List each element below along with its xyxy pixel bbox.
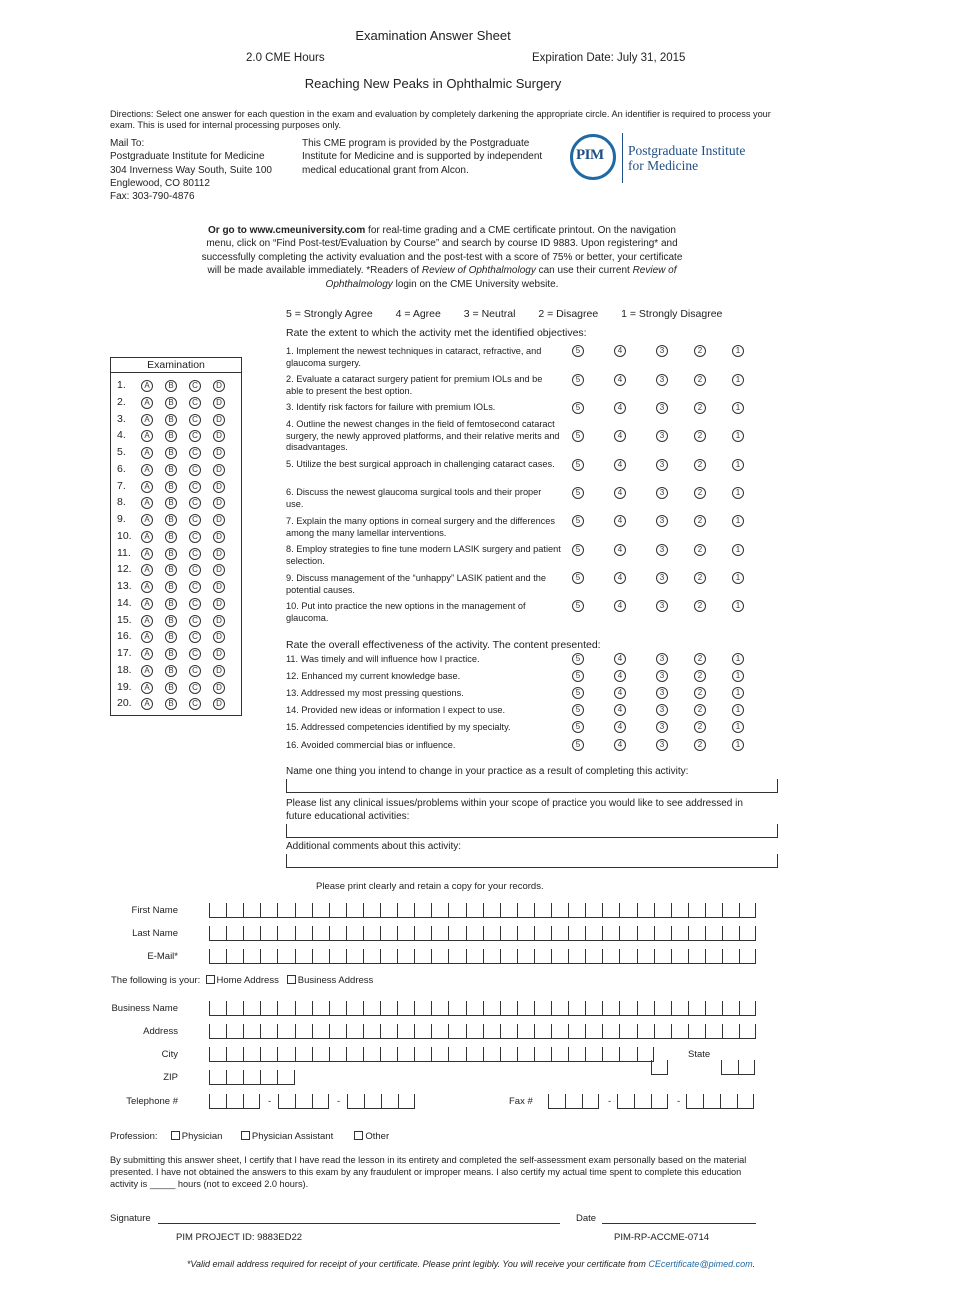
exam-bubble-c[interactable]: C <box>189 665 201 677</box>
question-text: 14. Provided new ideas or information I expect to use. <box>286 705 506 715</box>
rating-bubble-5[interactable]: 5 <box>572 374 584 386</box>
state-input[interactable] <box>651 1061 668 1075</box>
exam-question-number: 1. <box>117 379 126 391</box>
scale-item: 5 = Strongly Agree <box>286 308 373 320</box>
exam-question-number: 6. <box>117 462 126 475</box>
mail-to-block <box>110 137 272 203</box>
exam-bubble-b[interactable]: B <box>165 665 177 677</box>
rating-bubble-5[interactable]: 5 <box>572 544 584 556</box>
rating-bubble-1[interactable]: 1 <box>732 670 744 682</box>
email-label: E-Mail* <box>147 951 178 962</box>
rating-bubble-2[interactable]: 2 <box>694 721 706 733</box>
question-text: 16. Avoided commercial bias or influence. <box>286 740 456 750</box>
exam-bubble-d[interactable]: D <box>213 581 225 593</box>
exam-bubble-a[interactable]: A <box>141 581 153 593</box>
exam-bubble-d[interactable]: D <box>213 631 225 643</box>
rating-bubble-2[interactable]: 2 <box>694 459 706 471</box>
journal-name: Review of Ophthalmology <box>421 265 536 277</box>
exam-bubble-a[interactable]: A <box>141 682 153 694</box>
rating-bubble-3[interactable]: 3 <box>656 704 668 716</box>
exam-bubble-b[interactable]: B <box>165 631 177 643</box>
exam-bubble-c[interactable]: C <box>189 414 201 426</box>
print-clearly-note: Please print clearly and retain a copy for your records. <box>316 881 544 892</box>
rating-bubble-5[interactable]: 5 <box>572 487 584 499</box>
exam-question-number: 16. <box>117 630 132 643</box>
question-text: 1. Implement the newest techniques in cataract, refractive, and glaucoma surgery. <box>286 346 542 368</box>
last-name-label: Last Name <box>132 928 178 939</box>
rating-bubble-5[interactable]: 5 <box>572 653 584 665</box>
exam-bubble-b[interactable]: B <box>165 698 177 710</box>
online-link-text[interactable]: Or go to www.cmeuniversity.com <box>208 225 366 236</box>
telephone-label: Telephone # <box>126 1096 178 1107</box>
certification-statement: By submitting this answer sheet, I certify that I have read the lesson in its entirety and completed the self-assessment exam personally based on the material presented. I have not obtained the answers to this exam by any fraudulent or improper means. I also certify my actual time spent to complete this education activity is _____ hours (not to exceed 2.0 hours). <box>110 1155 747 1189</box>
examination-heading: Examination <box>111 358 241 373</box>
question-text: 4. Outline the newest changes in the field of femtosecond cataract surgery, the newly approved platforms, and their relative merits and disadvantages. <box>286 419 560 452</box>
exam-bubble-b[interactable]: B <box>165 648 177 660</box>
rating-bubble-3[interactable]: 3 <box>656 653 668 665</box>
exam-bubble-c[interactable]: C <box>189 548 201 560</box>
rating-bubble-5[interactable]: 5 <box>572 345 584 357</box>
rating-bubble-4[interactable]: 4 <box>614 721 626 733</box>
question-text: 2. Evaluate a cataract surgery patient for premium IOLs and be able to present the best option. <box>286 374 543 396</box>
physician-assistant-label: Physician Assistant <box>251 1131 334 1142</box>
address-input[interactable] <box>209 1025 756 1039</box>
exam-bubble-b[interactable]: B <box>165 615 177 627</box>
exam-bubble-a[interactable]: A <box>141 514 153 526</box>
rating-bubble-5[interactable]: 5 <box>572 459 584 471</box>
state-label: State <box>688 1049 711 1060</box>
address-type-label: The following is your: <box>111 975 201 986</box>
rating-bubble-3[interactable]: 3 <box>656 374 668 386</box>
question-text: 11. Was timely and will influence how I practice. <box>286 654 480 664</box>
program-statement: This CME program is provided by the Postgraduate Institute for Medicine and is supported by independent medical educational grant from Alcon. <box>302 138 543 176</box>
exam-bubble-b[interactable]: B <box>165 564 177 576</box>
phone-line-input[interactable] <box>347 1095 415 1109</box>
exam-bubble-b[interactable]: B <box>165 581 177 593</box>
rating-bubble-4[interactable]: 4 <box>614 515 626 527</box>
business-address-checkbox[interactable] <box>287 975 296 984</box>
exam-bubble-b[interactable]: B <box>165 414 177 426</box>
dash: - <box>677 1096 681 1107</box>
exam-bubble-a[interactable]: A <box>141 564 153 576</box>
logo-mark: PIM <box>576 147 604 163</box>
rating-bubble-4[interactable]: 4 <box>614 572 626 584</box>
exam-bubble-c[interactable]: C <box>189 497 201 509</box>
rating-bubble-2[interactable]: 2 <box>694 653 706 665</box>
zip-input[interactable] <box>209 1071 295 1085</box>
expiration-date: Expiration Date: July 31, 2015 <box>532 52 686 64</box>
exam-bubble-d[interactable]: D <box>213 698 225 710</box>
exam-question-number: 18. <box>117 663 132 676</box>
rating-bubble-3[interactable]: 3 <box>656 721 668 733</box>
signature-label: Signature <box>110 1213 151 1224</box>
logo-name <box>628 143 745 173</box>
first-name-label: First Name <box>131 905 178 916</box>
rating-bubble-4[interactable]: 4 <box>614 739 626 751</box>
question-text: 7. Explain the many options in corneal surgery and the differences among the many lamellar interventions. <box>286 516 555 538</box>
rating-bubble-3[interactable]: 3 <box>656 515 668 527</box>
dash: - <box>268 1096 272 1107</box>
online-instructions <box>200 224 684 291</box>
rating-bubble-4[interactable]: 4 <box>614 704 626 716</box>
effectiveness-heading: Rate the overall effectiveness of the activity. The content presented: <box>286 639 601 651</box>
business-address-label: Business Address <box>297 975 374 986</box>
last-name-input[interactable] <box>209 927 756 941</box>
rating-bubble-3[interactable]: 3 <box>656 544 668 556</box>
scale-item: 1 = Strongly Disagree <box>621 308 723 320</box>
rating-bubble-3[interactable]: 3 <box>656 670 668 682</box>
exam-bubble-c[interactable]: C <box>189 430 201 442</box>
exam-question-number: 13. <box>117 580 132 592</box>
date-label: Date <box>576 1213 597 1224</box>
rating-bubble-2[interactable]: 2 <box>694 544 706 556</box>
address-label: Address <box>143 1026 178 1037</box>
logo-name-line2: for Medicine <box>628 158 699 173</box>
scale-item: 4 = Agree <box>395 308 441 320</box>
exam-bubble-d[interactable]: D <box>213 397 225 409</box>
profession-row <box>110 1131 389 1142</box>
other-checkbox[interactable] <box>354 1131 363 1140</box>
exam-bubble-b[interactable]: B <box>165 548 177 560</box>
exam-bubble-c[interactable]: C <box>189 531 201 543</box>
rating-bubble-5[interactable]: 5 <box>572 515 584 527</box>
signature-line[interactable] <box>158 1223 560 1224</box>
home-address-checkbox[interactable] <box>206 975 215 984</box>
exam-bubble-c[interactable]: C <box>189 397 201 409</box>
rating-bubble-4[interactable]: 4 <box>614 653 626 665</box>
exam-question-number: 20. <box>117 697 132 710</box>
rating-bubble-3[interactable]: 3 <box>656 572 668 584</box>
rating-bubble-4[interactable]: 4 <box>614 687 626 699</box>
exam-question-number: 17. <box>117 647 132 659</box>
rating-bubble-1[interactable]: 1 <box>732 572 744 584</box>
question-text: 6. Discuss the newest glaucoma surgical tools and their proper use. <box>286 487 542 509</box>
footer-note <box>0 1259 942 1269</box>
logo-divider <box>622 133 623 183</box>
rating-bubble-1[interactable]: 1 <box>732 739 744 751</box>
issues-prompt: Please list any clinical issues/problems within your scope of practice you would like to see addressed in future educational activities: <box>286 798 743 822</box>
exam-bubble-c[interactable]: C <box>189 514 201 526</box>
profession-label: Profession: <box>110 1131 158 1142</box>
fax-label: Fax # <box>509 1096 533 1107</box>
exam-question-number: 4. <box>117 429 126 442</box>
rating-bubble-5[interactable]: 5 <box>572 600 584 612</box>
rating-bubble-3[interactable]: 3 <box>656 345 668 357</box>
dash: - <box>608 1096 612 1107</box>
rating-bubble-2[interactable]: 2 <box>694 572 706 584</box>
physician-label: Physician <box>181 1131 223 1142</box>
footer-end: . <box>752 1259 756 1269</box>
exam-bubble-d[interactable]: D <box>213 665 225 677</box>
rating-bubble-4[interactable]: 4 <box>614 670 626 682</box>
exam-bubble-d[interactable]: D <box>213 447 225 459</box>
rating-bubble-3[interactable]: 3 <box>656 430 668 442</box>
home-address-label: Home Address <box>216 975 279 986</box>
rating-bubble-1[interactable]: 1 <box>732 687 744 699</box>
business-name-input[interactable] <box>209 1002 756 1016</box>
exam-bubble-d[interactable]: D <box>213 414 225 426</box>
rating-bubble-3[interactable]: 3 <box>656 402 668 414</box>
exam-bubble-d[interactable]: D <box>213 598 225 610</box>
city-input[interactable] <box>209 1048 654 1062</box>
online-text: can use their current <box>535 265 633 277</box>
exam-bubble-a[interactable]: A <box>141 481 153 493</box>
exam-question-number: 3. <box>117 412 126 425</box>
exam-bubble-a[interactable]: A <box>141 631 153 643</box>
exam-bubble-d[interactable]: D <box>213 497 225 509</box>
exam-bubble-a[interactable]: A <box>141 615 153 627</box>
scale-item: 3 = Neutral <box>463 308 516 320</box>
rating-bubble-4[interactable]: 4 <box>614 374 626 386</box>
online-text: for real-time grading and a CME certificate printout. On the navigation menu, click on “Find Post-test/Evaluation by Course” and search by course ID 9883. Upon registering* and successfully completing the activity evaluation and the post-test with a score of 75% or better, your certificate will be made available immediately. *Readers of <box>201 225 683 277</box>
scale-item: 2 = Disagree <box>538 308 599 320</box>
other-label: Other <box>365 1131 390 1142</box>
phone-area-input[interactable] <box>209 1095 260 1109</box>
fax-prefix-input[interactable] <box>617 1095 668 1109</box>
exam-question-number: 19. <box>117 680 132 693</box>
mail-line: Englewood, CO 80112 <box>110 177 210 189</box>
rating-bubble-5[interactable]: 5 <box>572 687 584 699</box>
form-id: PIM-RP-ACCME-0714 <box>614 1232 710 1243</box>
exam-bubble-d[interactable]: D <box>213 380 225 392</box>
zip-label: ZIP <box>163 1072 178 1083</box>
exam-bubble-c[interactable]: C <box>189 698 201 710</box>
exam-bubble-b[interactable]: B <box>165 481 177 493</box>
question-text: 15. Addressed competencies identified by my specialty. <box>286 722 511 732</box>
first-name-input[interactable] <box>209 904 756 918</box>
exam-bubble-b[interactable]: B <box>165 430 177 442</box>
rating-bubble-2[interactable]: 2 <box>694 487 706 499</box>
exam-bubble-c[interactable]: C <box>189 481 201 493</box>
rating-bubble-1[interactable]: 1 <box>732 704 744 716</box>
logo-name-line1: Postgraduate Institute <box>628 143 746 158</box>
rating-bubble-4[interactable]: 4 <box>614 544 626 556</box>
fax-area-input[interactable] <box>548 1095 599 1109</box>
business-name-label: Business Name <box>111 1003 178 1014</box>
rating-bubble-2[interactable]: 2 <box>694 687 706 699</box>
rating-bubble-2[interactable]: 2 <box>694 704 706 716</box>
rating-bubble-2[interactable]: 2 <box>694 670 706 682</box>
exam-bubble-a[interactable]: A <box>141 414 153 426</box>
rating-bubble-5[interactable]: 5 <box>572 739 584 751</box>
exam-bubble-d[interactable]: D <box>213 682 225 694</box>
exam-bubble-c[interactable]: C <box>189 581 201 593</box>
exam-bubble-d[interactable]: D <box>213 615 225 627</box>
exam-question-number: 11. <box>117 546 131 559</box>
exam-question-number: 10. <box>117 529 132 542</box>
exam-bubble-a[interactable]: A <box>141 397 153 409</box>
exam-bubble-b[interactable]: B <box>165 497 177 509</box>
rating-bubble-5[interactable]: 5 <box>572 572 584 584</box>
exam-bubble-d[interactable]: D <box>213 514 225 526</box>
question-text: 9. Discuss management of the “unhappy” LASIK patient and the potential causes. <box>286 573 546 595</box>
exam-bubble-b[interactable]: B <box>165 682 177 694</box>
rating-bubble-2[interactable]: 2 <box>694 515 706 527</box>
exam-bubble-a[interactable]: A <box>141 497 153 509</box>
exam-question-number: 9. <box>117 513 126 525</box>
exam-bubble-d[interactable]: D <box>213 548 225 560</box>
physician-checkbox[interactable] <box>171 1131 180 1140</box>
question-text: 5. Utilize the best surgical approach in challenging cataract cases. <box>286 459 555 469</box>
exam-bubble-c[interactable]: C <box>189 564 201 576</box>
question-text: 12. Enhanced my current knowledge base. <box>286 671 461 681</box>
question-text: 13. Addressed my most pressing questions. <box>286 688 464 698</box>
rating-bubble-3[interactable]: 3 <box>656 487 668 499</box>
exam-bubble-a[interactable]: A <box>141 447 153 459</box>
exam-bubble-d[interactable]: D <box>213 531 225 543</box>
exam-bubble-b[interactable]: B <box>165 464 177 476</box>
exam-bubble-d[interactable]: D <box>213 481 225 493</box>
comments-prompt: Additional comments about this activity: <box>286 841 462 852</box>
exam-bubble-b[interactable]: B <box>165 514 177 526</box>
exam-bubble-b[interactable]: B <box>165 598 177 610</box>
issues-answer-field[interactable] <box>286 824 778 838</box>
mail-line: 304 Inverness Way South, Suite 100 <box>110 164 272 176</box>
exam-question-number: 8. <box>117 496 126 509</box>
rating-bubble-1[interactable]: 1 <box>732 653 744 665</box>
rating-bubble-4[interactable]: 4 <box>614 402 626 414</box>
state-code-input[interactable] <box>721 1061 755 1075</box>
rating-bubble-1[interactable]: 1 <box>732 515 744 527</box>
question-text: 10. Put into practice the new options in the management of glaucoma. <box>286 601 526 623</box>
rating-bubble-5[interactable]: 5 <box>572 721 584 733</box>
rating-bubble-4[interactable]: 4 <box>614 345 626 357</box>
journal-name: Review of Ophthalmology <box>325 265 677 290</box>
date-line[interactable] <box>602 1223 756 1224</box>
exam-bubble-b[interactable]: B <box>165 447 177 459</box>
phone-prefix-input[interactable] <box>278 1095 329 1109</box>
rating-bubble-1[interactable]: 1 <box>732 459 744 471</box>
address-type-row <box>111 975 373 986</box>
question-text: 8. Employ strategies to fine tune modern LASIK surgery and patient selection. <box>286 544 561 566</box>
exam-question-number: 7. <box>117 479 126 492</box>
course-title: Reaching New Peaks in Ophthalmic Surgery <box>304 76 562 91</box>
rating-bubble-2[interactable]: 2 <box>694 600 706 612</box>
exam-bubble-c[interactable]: C <box>189 615 201 627</box>
rating-bubble-3[interactable]: 3 <box>656 739 668 751</box>
rating-bubble-2[interactable]: 2 <box>694 430 706 442</box>
exam-bubble-c[interactable]: C <box>189 598 201 610</box>
rating-bubble-4[interactable]: 4 <box>614 459 626 471</box>
comments-answer-field[interactable] <box>286 854 778 868</box>
exam-question-number: 14. <box>117 596 132 609</box>
rating-bubble-1[interactable]: 1 <box>732 721 744 733</box>
footer-text: *Valid email address required for receipt of your certificate. Please print legibly. You will receive your certificate from <box>186 1259 649 1269</box>
exam-bubble-d[interactable]: D <box>213 430 225 442</box>
exam-bubble-d[interactable]: D <box>213 464 225 476</box>
exam-bubble-a[interactable]: A <box>141 464 153 476</box>
fax-line-input[interactable] <box>686 1095 754 1109</box>
exam-question-number: 15. <box>117 613 132 626</box>
rating-bubble-5[interactable]: 5 <box>572 704 584 716</box>
pim-logo <box>566 131 766 187</box>
cme-hours: 2.0 CME Hours <box>246 52 325 64</box>
rating-bubble-2[interactable]: 2 <box>694 374 706 386</box>
change-prompt: Name one thing you intend to change in your practice as a result of completing this activity: <box>286 766 689 777</box>
exam-question-number: 2. <box>117 395 126 408</box>
rating-bubble-3[interactable]: 3 <box>656 687 668 699</box>
project-id: PIM PROJECT ID: 9883ED22 <box>176 1232 303 1243</box>
exam-bubble-a[interactable]: A <box>141 698 153 710</box>
change-answer-field[interactable] <box>286 779 778 793</box>
mail-line: Postgraduate Institute for Medicine <box>110 151 265 163</box>
rating-bubble-1[interactable]: 1 <box>732 345 744 357</box>
exam-bubble-d[interactable]: D <box>213 648 225 660</box>
exam-bubble-c[interactable]: C <box>189 464 201 476</box>
exam-bubble-c[interactable]: C <box>189 447 201 459</box>
exam-bubble-a[interactable]: A <box>141 380 153 392</box>
rating-bubble-2[interactable]: 2 <box>694 345 706 357</box>
exam-bubble-d[interactable]: D <box>213 564 225 576</box>
exam-bubble-b[interactable]: B <box>165 531 177 543</box>
exam-question-number: 5. <box>117 446 126 458</box>
exam-bubble-a[interactable]: A <box>141 598 153 610</box>
exam-bubble-a[interactable]: A <box>141 665 153 677</box>
rating-bubble-1[interactable]: 1 <box>732 600 744 612</box>
rating-bubble-5[interactable]: 5 <box>572 402 584 414</box>
rating-bubble-2[interactable]: 2 <box>694 402 706 414</box>
directions: Directions: Select one answer for each question in the exam and evaluation by completely darkening the appropriate circle. An identifier is required to process your exam. This is used for internal processing purposes only. <box>110 109 771 130</box>
exam-bubble-c[interactable]: C <box>189 682 201 694</box>
examination-box <box>110 357 242 716</box>
question-text: 3. Identify risk factors for failure with premium IOLs. <box>286 402 496 412</box>
exam-bubble-b[interactable]: B <box>165 380 177 392</box>
exam-bubble-c[interactable]: C <box>189 380 201 392</box>
rating-bubble-4[interactable]: 4 <box>614 487 626 499</box>
exam-bubble-c[interactable]: C <box>189 648 201 660</box>
rating-bubble-4[interactable]: 4 <box>614 600 626 612</box>
exam-bubble-a[interactable]: A <box>141 648 153 660</box>
rating-bubble-1[interactable]: 1 <box>732 374 744 386</box>
city-label: City <box>161 1049 178 1060</box>
exam-question-number: 12. <box>117 563 132 576</box>
rating-bubble-4[interactable]: 4 <box>614 430 626 442</box>
rating-bubble-3[interactable]: 3 <box>656 459 668 471</box>
rating-bubble-5[interactable]: 5 <box>572 670 584 682</box>
objectives-heading: Rate the extent to which the activity met the identified objectives: <box>286 327 587 339</box>
rating-bubble-1[interactable]: 1 <box>732 487 744 499</box>
email-input[interactable] <box>209 950 756 964</box>
exam-bubble-a[interactable]: A <box>141 531 153 543</box>
physician-assistant-checkbox[interactable] <box>241 1131 250 1140</box>
rating-bubble-3[interactable]: 3 <box>656 600 668 612</box>
mail-line: Fax: 303-790-4876 <box>110 191 195 203</box>
exam-bubble-a[interactable]: A <box>141 430 153 442</box>
mail-heading: Mail To: <box>110 138 145 149</box>
online-text: login on the CME University website. <box>392 278 559 290</box>
rating-scale <box>286 308 742 320</box>
rating-bubble-1[interactable]: 1 <box>732 402 744 414</box>
dash: - <box>337 1096 341 1107</box>
exam-bubble-c[interactable]: C <box>189 631 201 643</box>
rating-bubble-2[interactable]: 2 <box>694 739 706 751</box>
page-title: Examination Answer Sheet <box>355 28 511 43</box>
rating-bubble-5[interactable]: 5 <box>572 430 584 442</box>
rating-bubble-1[interactable]: 1 <box>732 544 744 556</box>
exam-bubble-b[interactable]: B <box>165 397 177 409</box>
exam-bubble-a[interactable]: A <box>141 548 153 560</box>
rating-bubble-1[interactable]: 1 <box>732 430 744 442</box>
certificate-email-link[interactable]: CEcertificate@pimed.com <box>648 1259 753 1269</box>
